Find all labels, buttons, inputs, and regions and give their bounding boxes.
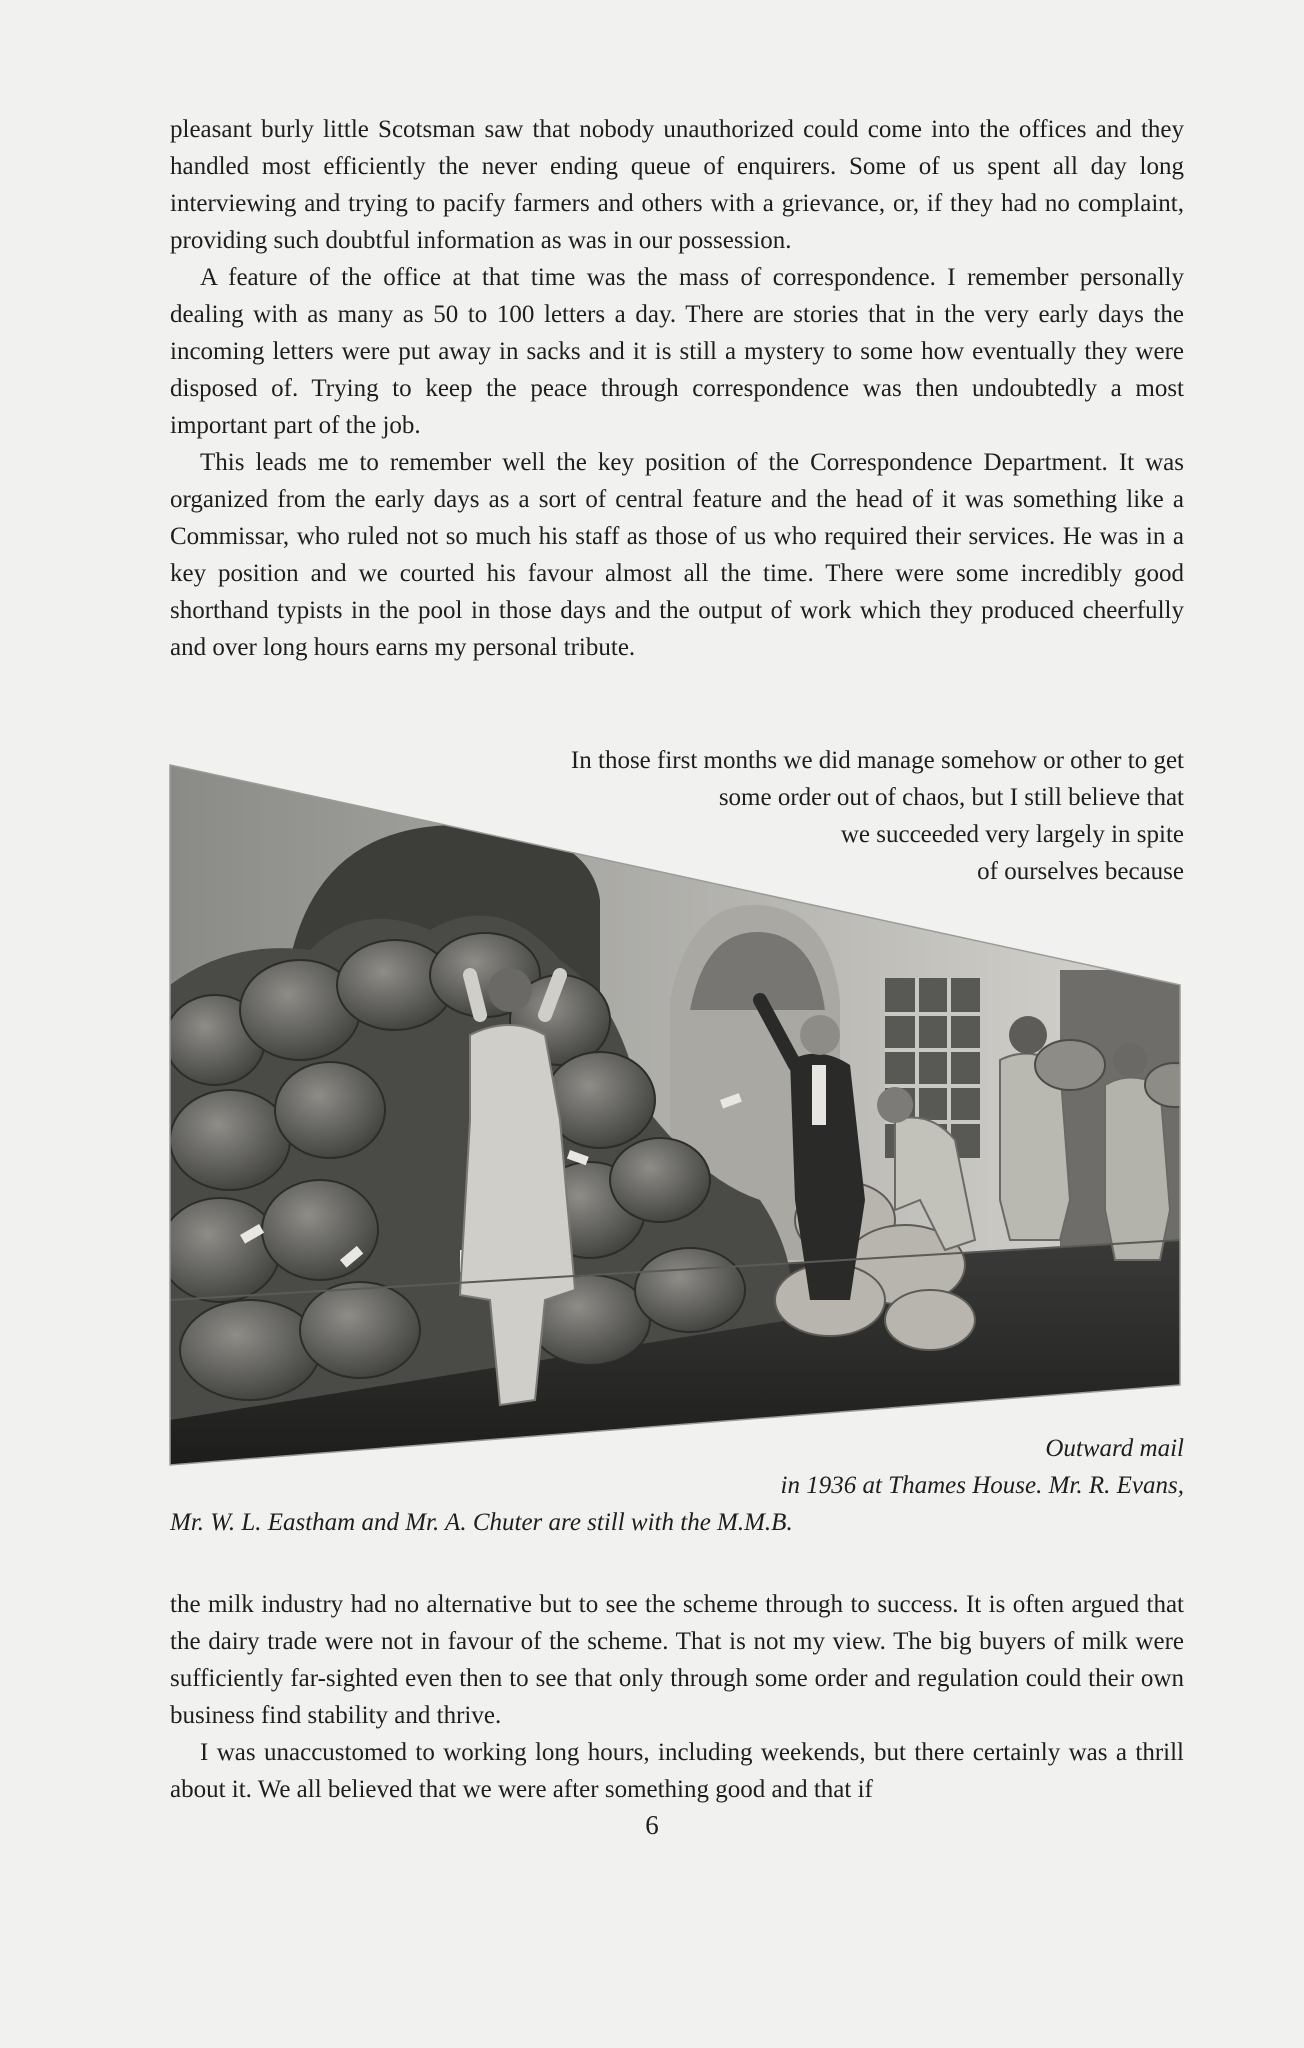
photo-caption-line: in 1936 at Thames House. Mr. R. Evans, — [780, 1472, 1184, 1499]
paragraph: the milk industry had no alternative but to see the scheme through to success. It is often argued that the dairy trade were not in favour of the scheme. That is not my view. The big buyers of milk were sufficiently far-sighted even then to see that only through some order and regulation could their own business find stability and thrive. — [170, 1591, 1184, 1729]
paragraph: I was unaccustomed to working long hours, including weekends, but there certainly was a thrill about it. We all believed that we were after something good and that if — [170, 1739, 1184, 1803]
wrap-text-line: some order out of chaos, but I still believe that — [718, 784, 1184, 811]
paragraph: pleasant burly little Scotsman saw that nobody unauthorized could come into the offices and they handled most efficiently the never ending queue of enquirers. Some of us spent all day long interviewing and trying to pacify farmers and others with a grievance, or, if they had no complaint, providing such doubtful information as was in our possession. — [170, 116, 1184, 254]
photo-caption-line: Outward mail — [1045, 1435, 1184, 1462]
wrap-text-line: we succeeded very largely in spite — [840, 821, 1184, 848]
paragraph: A feature of the office at that time was the mass of correspondence. I remember personally dealing with as many as 50 to 100 letters a day. There are stories that in the very early days the incoming letters were put away in sacks and it is still a mystery to some how eventually they were disposed of. Trying to keep the peace through correspondence was then undoubtedly a most important part of the job. — [170, 264, 1184, 439]
wrap-text-line: of ourselves because — [977, 858, 1184, 885]
wrap-text-line: In those first months we did manage somehow or other to get — [570, 747, 1184, 774]
page-number: 6 — [645, 1810, 659, 1840]
photo-caption-line: Mr. W. L. Eastham and Mr. A. Chuter are still with the M.M.B. — [170, 1509, 793, 1536]
bottom-text-block — [170, 1586, 1184, 1808]
paragraph: This leads me to remember well the key position of the Correspondence Department. It was organized from the early days as a sort of central feature and the head of it was something like a Commissar, who ruled not so much his staff as those of us who required their services. He was in a key position and we courted his favour almost all the time. There were some incredibly good shorthand typists in the pool in those days and the output of work which they produced cheerfully and over long hours earns my personal tribute. — [170, 449, 1184, 661]
